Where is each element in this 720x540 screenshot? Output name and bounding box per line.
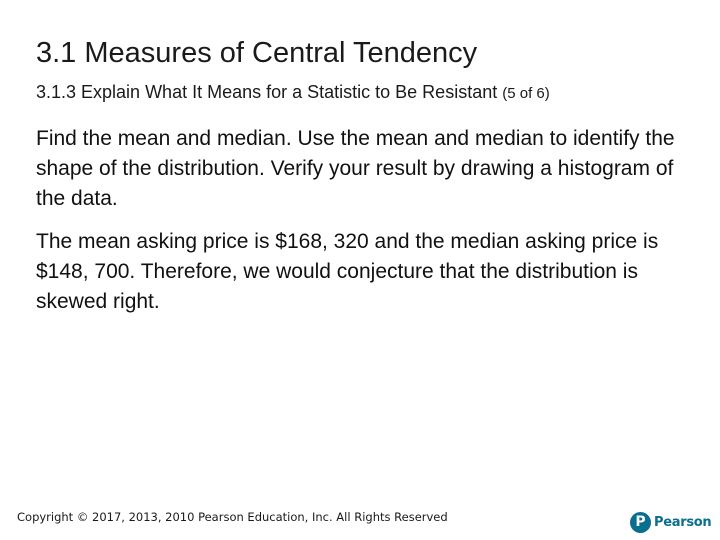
slide-count: (5 of 6) [502,85,550,102]
slide-title: 3.1 Measures of Central Tendency [36,37,478,69]
pearson-wordmark: Pearson [654,514,712,530]
copyright-footer: Copyright © 2017, 2013, 2010 Pearson Education, Inc. All Rights Reserved [17,510,448,524]
body-paragraph-question: Find the mean and median. Use the mean and median to identify the shape of the distribution. Verify your result by drawing a histogram of the data. [36,127,675,210]
slide-subtitle [36,81,550,105]
subtitle-text: 3.1.3 Explain What It Means for a Statistic to Be Resistant [36,82,498,102]
body-paragraph-answer: The mean asking price is $168, 320 and the median asking price is $148, 700. Therefore, we would conjecture that the distribution is skewed right. [36,230,659,313]
pearson-logo [630,511,711,533]
pearson-mark-icon: P [630,512,651,533]
